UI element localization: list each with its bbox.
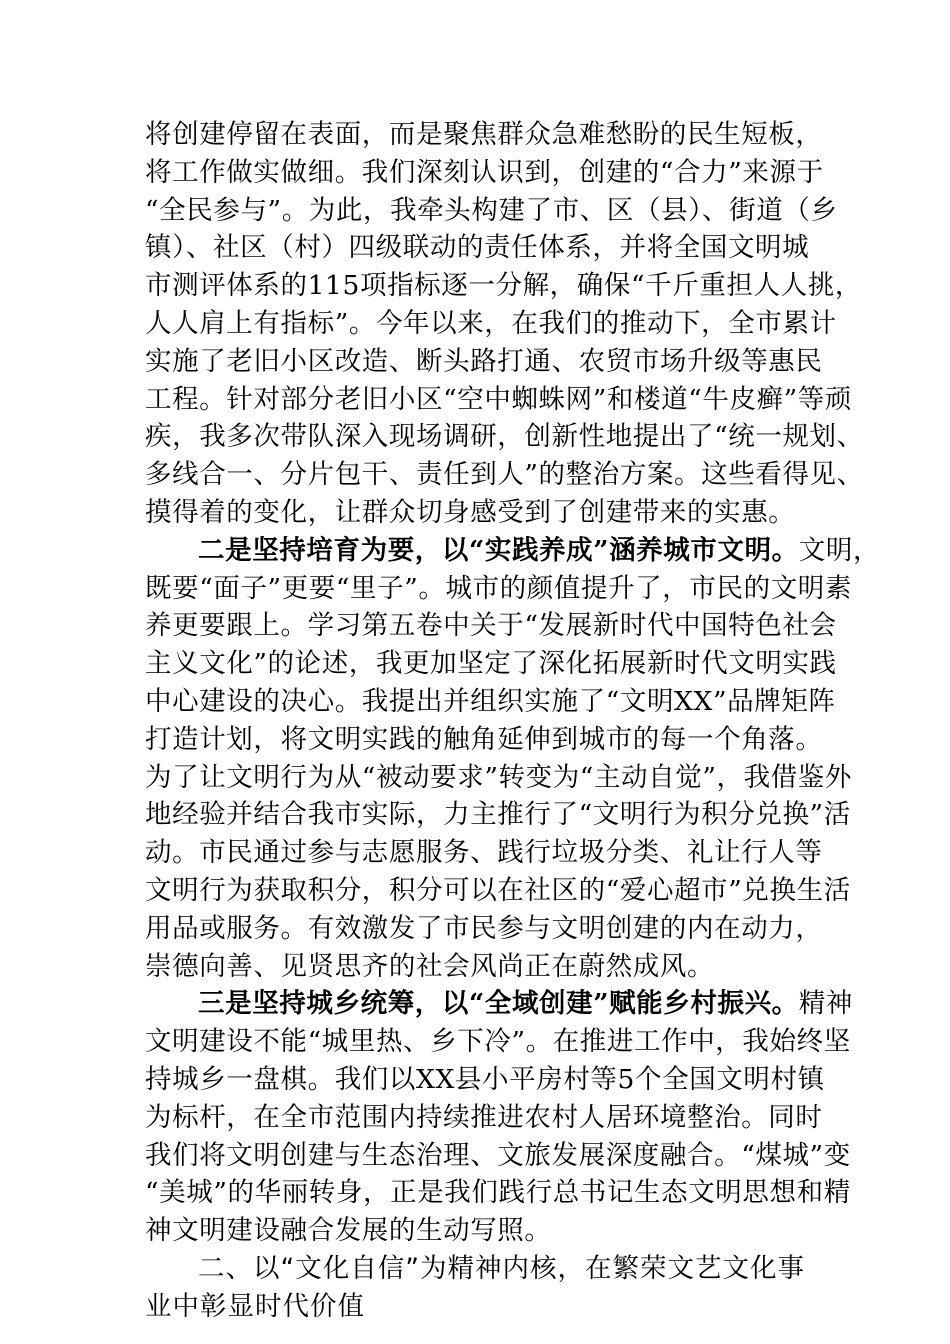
paragraph-line: 将创建停留在表面，而是聚焦群众急难愁盼的民生短板， <box>145 119 823 150</box>
section-3-heading: 三是坚持城乡统筹，以“全域创建”赋能乡村振兴。 <box>198 988 799 1020</box>
paragraph-line: “美城”的华丽转身，正是我们践行总书记生态文明思想和精 <box>145 1177 851 1209</box>
paragraph-line: 既要“面子”更要“里子”。城市的颜值提升了，市民的文明素 <box>145 572 852 604</box>
paragraph-line: 养更要跟上。学习第五卷中关于“发展新时代中国特色社会 <box>145 610 837 642</box>
paragraph-line: 打造计划，将文明实践的触角延伸到城市的每一个角落。 <box>145 723 823 755</box>
paragraph-line: 将工作做实做细。我们深刻认识到，创建的“合力”来源于 <box>145 156 824 188</box>
paragraph-line: 文明建设不能“城里热、乡下冷”。在推进工作中，我始终坚 <box>145 1026 851 1058</box>
document-body <box>145 116 881 1326</box>
section-3-first-line <box>145 985 853 1023</box>
paragraph-line: 神文明建设融合发展的生动写照。 <box>145 1215 552 1247</box>
section-3-first-line-tail: 精神 <box>798 988 853 1020</box>
paragraph-line: “全民参与”。为此，我牵头构建了市、区（县）、街道（乡 <box>145 194 838 226</box>
paragraph-line: 持城乡一盘棋。我们以XX县小平房村等5个全国文明村镇 <box>145 1063 825 1095</box>
paragraph-line: 工程。针对部分老旧小区“空中蜘蛛网”和楼道“牛皮癣”等顽 <box>145 383 852 415</box>
paragraph-line: 镇）、社区（村）四级联动的责任体系，并将全国文明城 <box>145 232 810 264</box>
paragraph-line: 地经验并结合我市实际，力主推行了“文明行为积分兑换”活 <box>145 799 851 831</box>
paragraph-line: 为标杆，在全市范围内持续推进农村人居环境整治。同时 <box>145 1101 823 1133</box>
paragraph-line: 多线合一、分片包干、责任到人”的整治方案。这些看得见、 <box>145 459 864 491</box>
paragraph-line: 摸得着的变化，让群众切身感受到了创建带来的实惠。 <box>145 496 796 528</box>
section-2-heading: 二是坚持培育为要，以“实践养成”涵养城市文明。 <box>198 534 799 566</box>
paragraph-line: 用品或服务。有效激发了市民参与文明创建的内在动力， <box>145 912 823 944</box>
part-2-heading-line-2: 业中彰显时代价值 <box>145 1290 365 1322</box>
paragraph-line: 中心建设的决心。我提出并组织实施了“文明XX”品牌矩阵 <box>145 685 836 717</box>
paragraph-line: 疾，我多次带队深入现场调研，创新性地提出了“统一规划、 <box>145 421 864 453</box>
paragraph-line: 为了让文明行为从“被动要求”转变为“主动自觉”，我借鉴外 <box>145 761 852 793</box>
part-2-heading-line-1: 二、以“文化自信”为精神内核，在繁荣文艺文化事 <box>198 1252 805 1284</box>
paragraph-line: 市测评体系的115项指标逐一分解，确保“千斤重担人人挑， <box>145 270 862 302</box>
paragraph-line: 实施了老旧小区改造、断头路打通、农贸市场升级等惠民 <box>145 345 823 377</box>
paragraph-line: 人人肩上有指标”。今年以来，在我们的推动下，全市累计 <box>145 307 837 339</box>
section-2-first-line <box>145 532 881 570</box>
paragraph-line: 动。市民通过参与志愿服务、践行垃圾分类、礼让行人等 <box>145 837 823 869</box>
paragraph-line: 主义文化”的论述，我更加坚定了深化拓展新时代文明实践 <box>145 648 837 680</box>
paragraph-line: 崇德向善、见贤思齐的社会风尚正在蔚然成风。 <box>145 950 715 982</box>
section-2-first-line-tail: 文明， <box>798 534 881 566</box>
paragraph-line: 文明行为获取积分，积分可以在社区的“爱心超市”兑换生活 <box>145 874 851 906</box>
paragraph-line: 我们将文明创建与生态治理、文旅发展深度融合。“煤城”变 <box>145 1139 851 1171</box>
